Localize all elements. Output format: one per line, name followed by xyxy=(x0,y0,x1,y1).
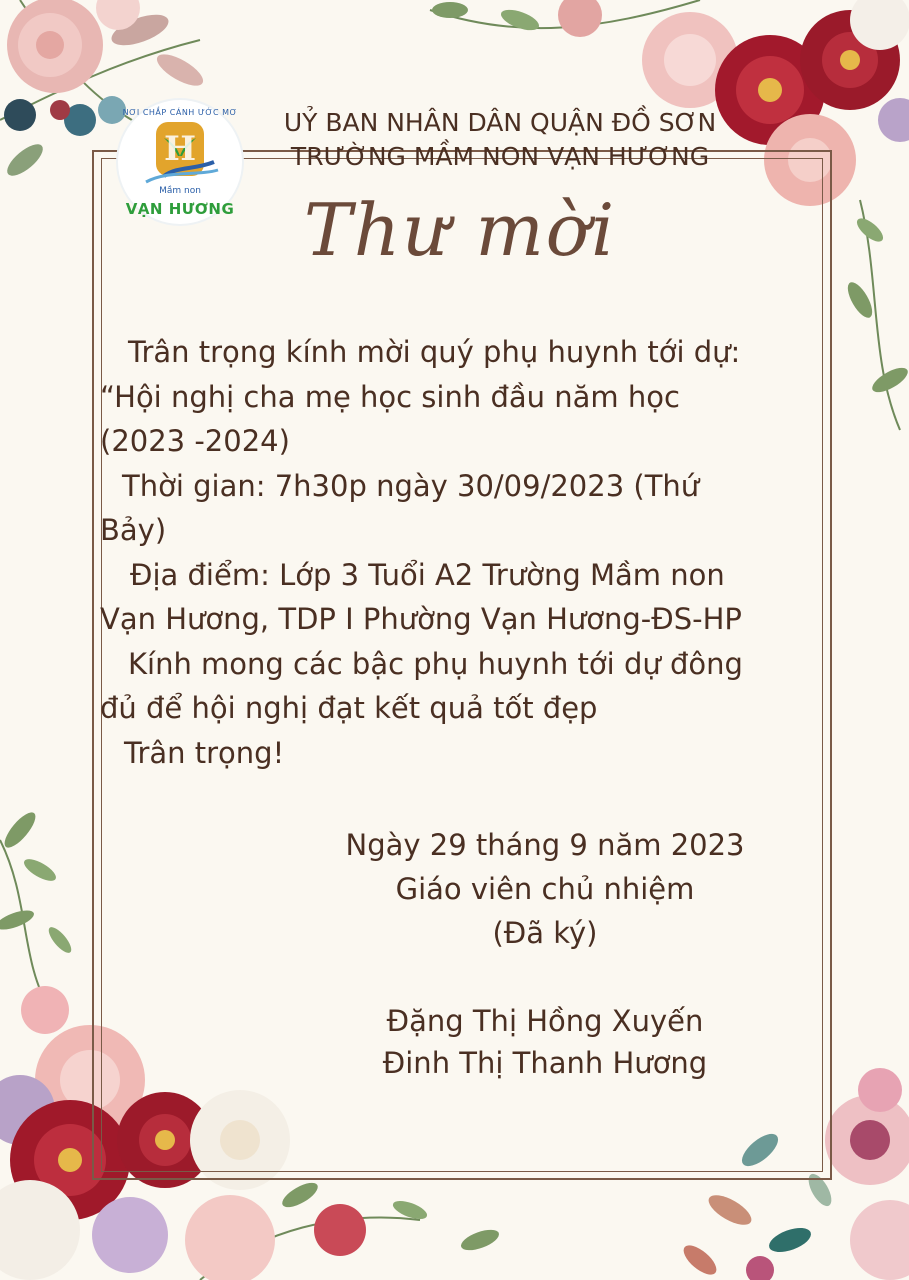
logo-slogan: NƠI CHẮP CÁNH ƯỚC MƠ xyxy=(122,108,238,117)
signature-signed: (Đã ký) xyxy=(492,916,598,950)
header-district: UỶ BAN NHÂN DÂN QUẬN ĐỒ SƠN xyxy=(283,108,717,137)
body-line-location: Địa điểm: Lớp 3 Tuổi A2 Trường Mầm non xyxy=(130,557,725,592)
left-vine xyxy=(0,808,75,1034)
signature-name-1: Đặng Thị Hồng Xuyến xyxy=(386,1004,704,1038)
signature-name-2: Đinh Thị Thanh Hương xyxy=(382,1046,708,1080)
logo-letter: H xyxy=(163,129,197,169)
school-logo xyxy=(118,100,242,224)
signature-date: Ngày 29 tháng 9 năm 2023 xyxy=(345,828,745,862)
invitation-title: Thư mời xyxy=(303,188,617,272)
body-line-event: “Hội nghị cha mẹ học sinh đầu năm học xyxy=(100,379,680,414)
signature-role: Giáo viên chủ nhiệm xyxy=(395,872,695,906)
logo-school-name: VẠN HƯƠNG xyxy=(125,200,235,218)
body-line-time: Thời gian: 7h30p ngày 30/09/2023 (Thứ xyxy=(122,468,700,503)
body-line-request-cont: đủ để hội nghị đạt kết quả tốt đẹp xyxy=(100,691,598,725)
header-school: TRƯỜNG MẦM NON VẠN HƯƠNG xyxy=(290,142,710,171)
logo-small-text: Mầm non xyxy=(159,186,201,196)
body-line-closing: Trân trọng! xyxy=(124,735,285,770)
body-line-location-cont: Vạn Hương, TDP I Phường Vạn Hương-ĐS-HP xyxy=(100,602,742,636)
body-line-time-cont: Bảy) xyxy=(100,513,167,547)
body-line-greeting: Trân trọng kính mời quý phụ huynh tới dự: xyxy=(128,335,741,369)
body-line-request: Kính mong các bậc phụ huynh tới dự đông xyxy=(128,646,743,681)
body-line-year: (2023 -2024) xyxy=(100,424,290,458)
invitation-body xyxy=(100,330,810,775)
